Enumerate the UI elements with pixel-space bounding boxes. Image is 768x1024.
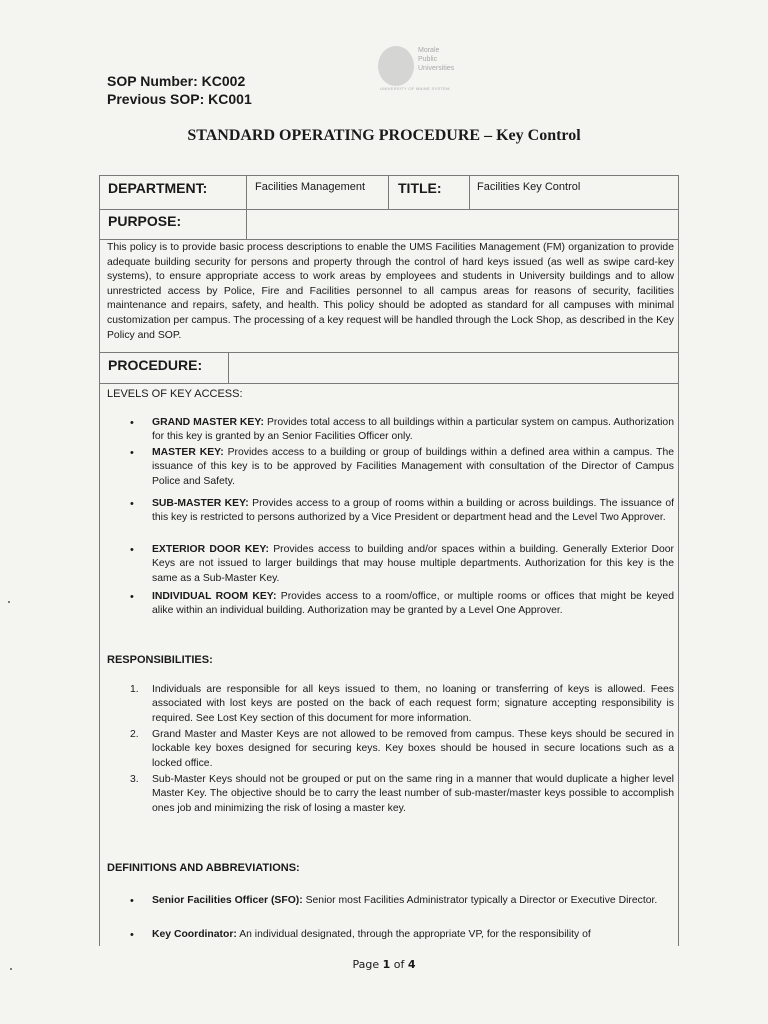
term-text: Senior most Facilities Administrator typically a Director or Executive Director. — [302, 895, 658, 906]
term: SUB-MASTER KEY: — [152, 498, 249, 509]
scan-speck — [10, 968, 12, 970]
procedure-label: PROCEDURE: — [108, 357, 203, 373]
bullet-icon: • — [130, 591, 134, 603]
title-value: Facilities Key Control — [477, 181, 581, 193]
department-value: Facilities Management — [255, 181, 366, 193]
item-text: Individuals are responsible for all keys issued to them, no loaning or transferring of keys is allowed. Fees associated with lost keys are posted on the back of each request form; signature accepting responsibility is required. See Lost Key section of this document for more information. — [152, 684, 674, 724]
page-total: 4 — [407, 958, 416, 971]
logo-line: Universities — [418, 65, 455, 72]
department-row — [99, 175, 679, 210]
item-text: Sub-Master Keys should not be grouped or put on the same ring in a manner that would duplicate a higher level Master Key. The objective should be to carry the least number of sub-master/master keys possible to accomplish ones job and minimizing the risk of losing a master key. — [152, 774, 674, 814]
item-number: 1. — [130, 684, 139, 695]
term: INDIVIDUAL ROOM KEY: — [152, 591, 277, 602]
purpose-row — [99, 209, 679, 240]
bullet-icon: • — [130, 895, 134, 907]
term-text: Provides access to a room/office, or multiple rooms or offices that might be keyed alike within an individual building. Authorization may be granted by a Level One Approver. — [152, 591, 674, 617]
logo-line: Morale — [418, 47, 440, 54]
previous-sop: Previous SOP: KC001 — [107, 91, 252, 107]
term-text: Provides access to a group of rooms within a building or across buildings. The issuance of this key is restricted to persons authorized by a Vice President or department head and the Level Two Approver. — [152, 498, 674, 524]
seal-icon — [378, 46, 414, 86]
term-text: Provides access to building and/or spaces within a building. Generally Exterior Door Keys are not issued to larger buildings that may house multiple departments. Authorization for this key is the same as a Sub-Master Key. — [152, 544, 674, 584]
bullet-icon: • — [130, 929, 134, 941]
term: EXTERIOR DOOR KEY: — [152, 544, 269, 555]
divider — [246, 210, 247, 239]
item-text: Grand Master and Master Keys are not allowed to be removed from campus. These keys should be secured in lockable key boxes designed for securing keys. Key boxes should be housed in secure locations such as a locked office. — [152, 729, 674, 769]
divider — [228, 353, 229, 383]
responsibilities-heading: RESPONSIBILITIES: — [107, 654, 213, 666]
page-prefix: Page — [352, 958, 383, 971]
list-item — [130, 543, 674, 586]
purpose-text: This policy is to provide basic process descriptions to enable the UMS Facilities Management (FM) organization to provide adequate building security for persons and property through the control of hard keys issued (as well as swipe card-key systems), to ensure appropriate access to work areas by employees and students in University buildings and to allow unrestricted access by Police, Fire and Facilities personnel to all campus areas for reasons of security, facilities maintenance and repairs, safety, and health. This policy should be adopted as standard for all campuses with minimal customization per campus. The processing of a key request will be handled through the Lock Shop, as described in the Key Policy and SOP. — [107, 242, 675, 341]
logo-footer: UNIVERSITY OF MAINE SYSTEM — [380, 86, 450, 91]
page-current: 1 — [382, 958, 391, 971]
bullet-icon: • — [130, 417, 134, 429]
scan-speck — [8, 601, 10, 603]
divider — [246, 176, 247, 209]
list-item — [130, 590, 674, 619]
page-number — [0, 958, 768, 971]
sop-number: SOP Number: KC002 — [107, 73, 246, 89]
list-item — [130, 416, 674, 445]
list-item — [130, 683, 674, 726]
term: GRAND MASTER KEY: — [152, 417, 264, 428]
definitions-heading: DEFINITIONS AND ABBREVIATIONS: — [107, 862, 300, 874]
purpose-label: PURPOSE: — [108, 213, 182, 229]
term: Key Coordinator: — [152, 929, 237, 940]
list-item — [130, 728, 674, 771]
bullet-icon: • — [130, 498, 134, 510]
divider — [388, 176, 389, 209]
department-label: DEPARTMENT: — [108, 180, 208, 196]
item-number: 3. — [130, 774, 139, 785]
term: MASTER KEY: — [152, 447, 224, 458]
document-title: STANDARD OPERATING PROCEDURE – Key Control — [187, 127, 581, 144]
list-item — [130, 928, 674, 942]
university-logo — [378, 44, 498, 94]
term-text: Provides access to a building or group of buildings within a defined area within a campus. The issuance of this key is to be approved by Facilities Management with consultation of the Director of Campus Police and Safety. — [152, 447, 674, 487]
list-item — [130, 773, 674, 816]
list-item — [130, 894, 674, 908]
item-number: 2. — [130, 729, 139, 740]
bullet-icon: • — [130, 447, 134, 459]
procedure-row — [99, 352, 679, 384]
levels-heading: LEVELS OF KEY ACCESS: — [107, 388, 243, 400]
list-item — [130, 497, 674, 526]
logo-line: Public — [418, 56, 438, 63]
term-text: An individual designated, through the appropriate VP, for the responsibility of — [236, 929, 591, 940]
page-of: of — [390, 958, 408, 971]
logo-text — [418, 46, 454, 73]
title-label: TITLE: — [398, 180, 442, 196]
term: Senior Facilities Officer (SFO): — [152, 895, 303, 906]
term-text: Provides total access to all buildings within a particular system on campus. Authorization for this key is granted by an Senior Facilities Officer only. — [152, 417, 674, 443]
bullet-icon: • — [130, 544, 134, 556]
list-item — [130, 446, 674, 489]
divider — [469, 176, 470, 209]
